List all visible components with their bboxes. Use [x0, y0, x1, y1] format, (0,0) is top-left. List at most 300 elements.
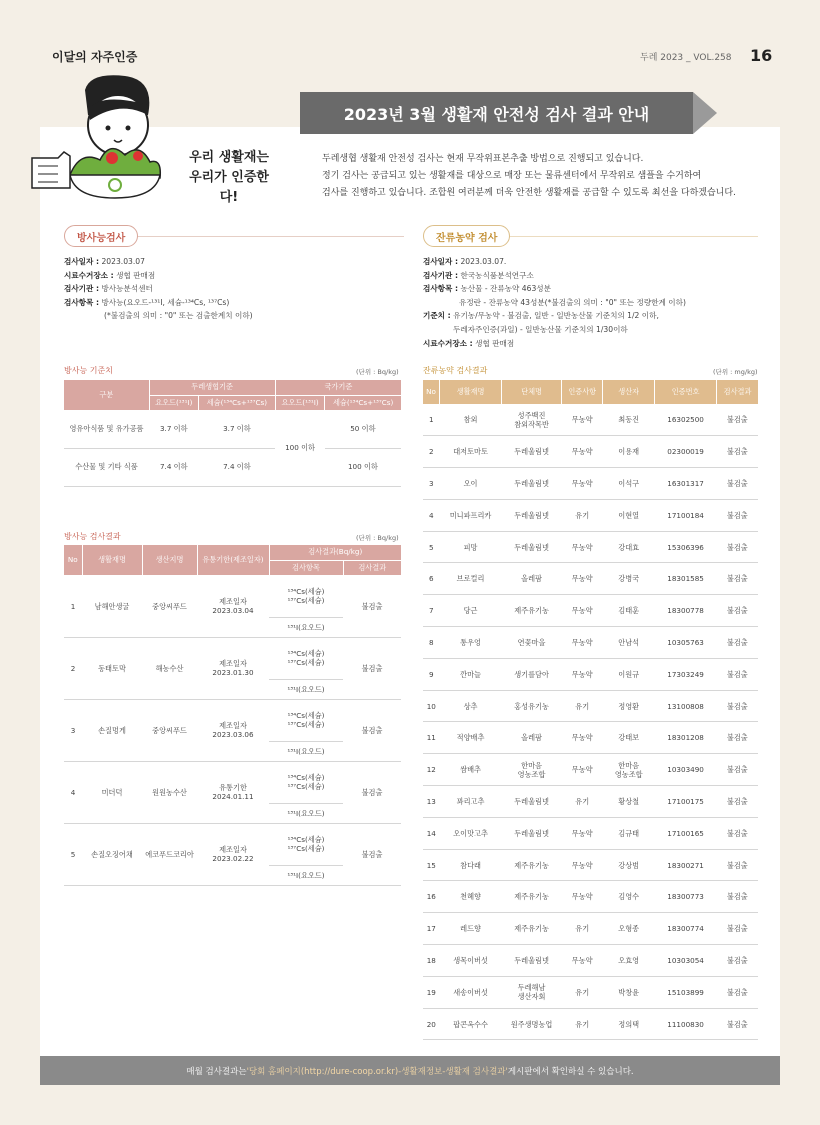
- cell-certno: 18300773: [655, 881, 717, 913]
- cell-res: 불검출: [717, 945, 758, 977]
- table-row: [423, 976, 758, 1008]
- cell-name: 오이: [440, 468, 502, 500]
- cell: 동태토막: [82, 637, 142, 699]
- cell: 남해안생굴: [82, 575, 142, 637]
- info-value: 2023.03.07.: [460, 257, 507, 266]
- cell-res: 불검출: [717, 499, 758, 531]
- cell-group: 두레울림넷: [502, 499, 562, 531]
- cell-farmer: 강대효: [603, 531, 655, 563]
- slogan: [188, 148, 270, 208]
- cell-certno: 10303490: [655, 754, 717, 786]
- intro-line-1: 두레생협 생활재 안전성 검사는 현재 무작위표본추출 방법으로 진행되고 있습니다.: [322, 154, 644, 164]
- cell-certno: 18300774: [655, 913, 717, 945]
- cell-group: 연꽃마을: [502, 627, 562, 659]
- slogan-line-1: 우리 생활재는: [189, 150, 269, 165]
- date-cell: [197, 575, 269, 637]
- cell-certno: 16302500: [655, 404, 717, 436]
- info-label: 검사기관 :: [64, 284, 100, 294]
- cell-no: 19: [423, 976, 440, 1008]
- cell: 7.4 이하: [199, 448, 276, 486]
- result-cell: 불검출: [343, 575, 401, 637]
- col-header: 두레생협기준: [149, 380, 275, 395]
- cell-res: 불검출: [717, 658, 758, 690]
- cell: 3.7 이하: [199, 410, 276, 448]
- cell-certno: 10305763: [655, 627, 717, 659]
- info-label: 기준치 :: [423, 311, 451, 321]
- cell-group: 두레울림넷: [502, 436, 562, 468]
- date-type: 제조일자: [219, 597, 247, 606]
- cell-res: 불검출: [717, 722, 758, 754]
- table-row: [423, 786, 758, 818]
- cell-certno: 18301585: [655, 563, 717, 595]
- cell: 영유아식품 및 유가공품: [64, 410, 149, 448]
- result-cell: 불검출: [343, 637, 401, 699]
- cs134: ¹³⁴Cs(세슘): [287, 835, 325, 844]
- col-header: 검사결과: [343, 560, 401, 575]
- cell-cert: 무농약: [562, 436, 603, 468]
- footer-link[interactable]: '당회 홈페이지(http://dure-coop.or.kr)-생활재정보-생활재 검사결과': [246, 1066, 508, 1077]
- cell-res: 불검출: [717, 436, 758, 468]
- cs137: ¹³⁷Cs(세슘): [287, 844, 325, 853]
- cell-farmer: 이석구: [603, 468, 655, 500]
- cell-farmer: 김영수: [603, 881, 655, 913]
- cesium-cell: [269, 575, 343, 617]
- issue-label: 두레 2023 _ VOL.258: [640, 53, 732, 63]
- cell-name: 미니파프리카: [440, 499, 502, 531]
- cell: 7.4 이하: [149, 448, 199, 486]
- col-header: 구분: [64, 380, 149, 410]
- info-value: 농산물 - 잔류농약 463성분: [460, 284, 551, 294]
- cell-cert: 유기: [562, 1008, 603, 1040]
- cell-name: 참다래: [440, 849, 502, 881]
- cell-certno: 17100184: [655, 499, 717, 531]
- cesium-cell: [269, 637, 343, 679]
- cell: 중앙씨푸드: [142, 699, 197, 761]
- cell: 2: [64, 637, 82, 699]
- table-row: [423, 627, 758, 659]
- col-header: 검사항목: [269, 560, 343, 575]
- cell-res: 불검출: [717, 595, 758, 627]
- cesium-cell: [269, 761, 343, 803]
- page-title: 2023년 3월 생활재 안전성 검사 결과 안내: [300, 92, 693, 134]
- info-value: 방사능분석센터: [101, 284, 153, 294]
- cell-name: 꽈리고추: [440, 786, 502, 818]
- cell: 에코푸드코리아: [142, 823, 197, 885]
- col-header: 국가기준: [275, 380, 401, 395]
- cell-farmer: 김태훈: [603, 595, 655, 627]
- date-type: 제조일자: [219, 659, 247, 668]
- std-table-caption: 방사능 기준치: [64, 366, 113, 375]
- cell-no: 17: [423, 913, 440, 945]
- col-header: 생활재명: [82, 545, 142, 575]
- cs134: ¹³⁴Cs(세슘): [287, 587, 325, 596]
- cell-no: 5: [423, 531, 440, 563]
- cell-no: 12: [423, 754, 440, 786]
- cell-farmer: 최동진: [603, 404, 655, 436]
- cell-farmer: 오효영: [603, 945, 655, 977]
- cell-farmer: 오형종: [603, 913, 655, 945]
- cell-group: 올레팜: [502, 563, 562, 595]
- cell-certno: 16301317: [655, 468, 717, 500]
- date-cell: [197, 699, 269, 761]
- table-row: [423, 499, 758, 531]
- table-row: [423, 913, 758, 945]
- cell-cert: 무농약: [562, 817, 603, 849]
- date-value: 2023.03.04: [212, 606, 254, 615]
- cs137: ¹³⁷Cs(세슘): [287, 782, 325, 791]
- cell-name: 적양배추: [440, 722, 502, 754]
- table-row: [423, 945, 758, 977]
- slogan-line-2: 우리가 인증한다!: [189, 170, 269, 205]
- cell-name: 새송이버섯: [440, 976, 502, 1008]
- col-header: 세슘(¹³⁴Cs+¹³⁷Cs): [199, 395, 276, 410]
- cell-certno: 18300271: [655, 849, 717, 881]
- cell-farmer: 김규태: [603, 817, 655, 849]
- cell-res: 불검출: [717, 404, 758, 436]
- cell-group: 두레울림넷: [502, 531, 562, 563]
- cell-res: 불검출: [717, 754, 758, 786]
- section-title: 이달의 자주인증: [52, 50, 138, 64]
- table-row: [423, 722, 758, 754]
- cell-farmer: 정영환: [603, 690, 655, 722]
- cell-certno: 15103899: [655, 976, 717, 1008]
- info-label: 검사항목 :: [64, 297, 100, 307]
- cell: 1: [64, 575, 82, 637]
- footer-text: 매월 검사결과는: [186, 1066, 247, 1077]
- cell-no: 16: [423, 881, 440, 913]
- cell: 4: [64, 761, 82, 823]
- cell-res: 불검출: [717, 817, 758, 849]
- pesticide-info: [423, 255, 686, 350]
- cell-no: 2: [423, 436, 440, 468]
- pest-results-unit: (단위 : mg/kg): [713, 368, 758, 376]
- cell-farmer: 이현열: [603, 499, 655, 531]
- cell-res: 불검출: [717, 913, 758, 945]
- date-value: 2024.01.11: [212, 792, 254, 801]
- table-row: [423, 881, 758, 913]
- cs137: ¹³⁷Cs(세슘): [287, 596, 325, 605]
- intro-line-2: 정기 검사는 공급되고 있는 생활재를 대상으로 매장 또는 물류센터에서 무작위로 샘플을 수거하여: [322, 171, 702, 181]
- cell-cert: 무농약: [562, 722, 603, 754]
- col-header: 요오드(¹³¹I): [275, 395, 325, 410]
- footer-text: 게시판에서 확인하실 수 있습니다.: [507, 1066, 634, 1077]
- cell-group: 생기를담아: [502, 658, 562, 690]
- col-header: 검사결과: [717, 380, 758, 404]
- cell: 손질오징어채: [82, 823, 142, 885]
- cell-cert: 유기: [562, 786, 603, 818]
- col-header: 생활재명: [440, 380, 502, 404]
- cell-farmer: 박창윤: [603, 976, 655, 1008]
- cell-no: 3: [423, 468, 440, 500]
- cell-name: 쌈배추: [440, 754, 502, 786]
- pesticide-title: 잔류농약 검사: [423, 225, 510, 247]
- result-cell: 불검출: [343, 699, 401, 761]
- cell-name: 대저토마토: [440, 436, 502, 468]
- cell-group: 한마음 영농조합: [502, 754, 562, 786]
- cell-certno: 17100175: [655, 786, 717, 818]
- cell-cert: 유기: [562, 499, 603, 531]
- cell-group: 성주백진 참외작목반: [502, 404, 562, 436]
- info-value: 두레자주인증(과일) - 일반농산물 기준치의 1/30이하: [453, 324, 628, 334]
- cell-no: 4: [423, 499, 440, 531]
- cell: 3: [64, 699, 82, 761]
- col-header: 유통기한(제조일자): [197, 545, 269, 575]
- cell-no: 20: [423, 1008, 440, 1040]
- table-row: [64, 699, 401, 741]
- table-row: [423, 658, 758, 690]
- i131: ¹³¹I(요오드): [269, 803, 343, 823]
- radiation-standard-table: [64, 380, 401, 487]
- info-value: 생협 판매점: [116, 270, 156, 280]
- cell-farmer: 강태보: [603, 722, 655, 754]
- cs134: ¹³⁴Cs(세슘): [287, 649, 325, 658]
- info-label: 검사일자 :: [423, 257, 459, 266]
- cs134: ¹³⁴Cs(세슘): [287, 773, 325, 782]
- info-label: 시료수거장소 :: [64, 270, 114, 280]
- cell-name: 통우엉: [440, 627, 502, 659]
- cell-res: 불검출: [717, 563, 758, 595]
- cell-no: 15: [423, 849, 440, 881]
- info-note: (*불검출의 의미 : "0" 또는 검출한계치 이하): [104, 311, 253, 321]
- cell-group: 원주생명농업: [502, 1008, 562, 1040]
- table-row: [423, 690, 758, 722]
- result-cell: 불검출: [343, 761, 401, 823]
- col-header: 생산자: [603, 380, 655, 404]
- date-cell: [197, 761, 269, 823]
- cell-group: 제주유기농: [502, 881, 562, 913]
- cell-name: 오이맛고추: [440, 817, 502, 849]
- cell-certno: 02300019: [655, 436, 717, 468]
- radiation-results-table: [64, 545, 401, 886]
- info-value: 생협 판매점: [475, 338, 515, 348]
- cell: 3.7 이하: [149, 410, 199, 448]
- cell-cert: 무농약: [562, 468, 603, 500]
- col-header: No: [64, 545, 82, 575]
- cell-certno: 18301208: [655, 722, 717, 754]
- date-value: 2023.01.30: [212, 668, 254, 677]
- info-value: 유기농/무농약 - 불검출, 일반 - 일반농산물 기준치의 1/2 이하,: [453, 311, 659, 321]
- info-label: 검사일자 :: [64, 257, 100, 266]
- date-type: 유통기한: [219, 783, 247, 792]
- cell-no: 9: [423, 658, 440, 690]
- cell-no: 6: [423, 563, 440, 595]
- cs137: ¹³⁷Cs(세슘): [287, 658, 325, 667]
- cell-name: 피망: [440, 531, 502, 563]
- info-label: 검사기관 :: [423, 270, 459, 280]
- cell: 미더덕: [82, 761, 142, 823]
- table-row: [423, 563, 758, 595]
- cell-no: 1: [423, 404, 440, 436]
- intro-text: [322, 151, 762, 202]
- col-header: 요오드(¹³¹I): [149, 395, 199, 410]
- cell-name: 생목이버섯: [440, 945, 502, 977]
- mascot-illustration: [30, 70, 180, 200]
- info-label: 검사항목 :: [423, 284, 459, 294]
- table-row: [423, 404, 758, 436]
- table-row: [64, 410, 401, 448]
- footer-notice: [40, 1056, 780, 1085]
- cell-group: 두레울림넷: [502, 817, 562, 849]
- cell-res: 불검출: [717, 531, 758, 563]
- info-value: 한국농식품분석연구소: [460, 270, 534, 280]
- pesticide-results-table: [423, 380, 758, 1040]
- radiation-info: [64, 255, 253, 323]
- cell-certno: 11100830: [655, 1008, 717, 1040]
- cell-group: 제주유기농: [502, 849, 562, 881]
- cell-name: 깐마늘: [440, 658, 502, 690]
- cell-no: 14: [423, 817, 440, 849]
- cell-certno: 15306396: [655, 531, 717, 563]
- date-type: 제조일자: [219, 845, 247, 854]
- date-cell: [197, 637, 269, 699]
- date-value: 2023.02.22: [212, 854, 254, 863]
- table-row: [64, 575, 401, 617]
- cell-group: 올레팜: [502, 722, 562, 754]
- cell-no: 7: [423, 595, 440, 627]
- cell-no: 10: [423, 690, 440, 722]
- cell-group: 두레울림넷: [502, 786, 562, 818]
- cell-certno: 17303249: [655, 658, 717, 690]
- info-value: 2023.03.07: [101, 257, 145, 266]
- info-label: 시료수거장소 :: [423, 338, 473, 348]
- cell-res: 불검출: [717, 690, 758, 722]
- col-header: 단체명: [502, 380, 562, 404]
- cell-no: 11: [423, 722, 440, 754]
- cell-group: 두레울림넷: [502, 945, 562, 977]
- col-header: No: [423, 380, 440, 404]
- date-cell: [197, 823, 269, 885]
- info-value: 방사능(요오드-¹³¹I, 세슘-¹³⁴Cs, ¹³⁷Cs): [101, 297, 230, 307]
- cell-cert: 무농약: [562, 531, 603, 563]
- cell: 수산물 및 기타 식품: [64, 448, 149, 486]
- cell-certno: 17100165: [655, 817, 717, 849]
- col-header: 인증번호: [655, 380, 717, 404]
- page-number: 16: [750, 46, 773, 65]
- cell-cert: 유기: [562, 690, 603, 722]
- cell-res: 불검출: [717, 786, 758, 818]
- std-table-unit: (단위 : Bq/kg): [356, 368, 399, 376]
- cell-res: 불검출: [717, 881, 758, 913]
- table-row: [64, 448, 401, 486]
- cell-cert: 무농약: [562, 404, 603, 436]
- cell-farmer: 강상범: [603, 849, 655, 881]
- cell: 원원농수산: [142, 761, 197, 823]
- col-header: 검사결과(Bq/kg): [269, 545, 401, 560]
- table-row: [423, 531, 758, 563]
- info-value: 유정란 - 잔류농약 43성분(*불검출의 의미 : "0" 또는 정량한계 이하): [459, 297, 686, 307]
- cell-no: 13: [423, 786, 440, 818]
- cell-name: 참외: [440, 404, 502, 436]
- cell-res: 불검출: [717, 468, 758, 500]
- i131: ¹³¹I(요오드): [269, 617, 343, 637]
- cell-farmer: 한마음 영농조합: [603, 754, 655, 786]
- i131: ¹³¹I(요오드): [269, 865, 343, 885]
- cell-no: 18: [423, 945, 440, 977]
- cell-group: 홍성유기농: [502, 690, 562, 722]
- rad-results-unit: (단위 : Bq/kg): [356, 534, 399, 542]
- cell-res: 불검출: [717, 849, 758, 881]
- cell-cert: 무농약: [562, 881, 603, 913]
- cell-group: 두레해남 생산자회: [502, 976, 562, 1008]
- cell-name: 상추: [440, 690, 502, 722]
- cell-farmer: 이원규: [603, 658, 655, 690]
- cell-res: 불검출: [717, 976, 758, 1008]
- table-row: [423, 436, 758, 468]
- col-header: 세슘(¹³⁴Cs+¹³⁷Cs): [325, 395, 401, 410]
- cell: 50 이하: [325, 410, 401, 448]
- cs137: ¹³⁷Cs(세슘): [287, 720, 325, 729]
- cell-name: 팝콘옥수수: [440, 1008, 502, 1040]
- i131: ¹³¹I(요오드): [269, 679, 343, 699]
- cell-farmer: 안남석: [603, 627, 655, 659]
- cell-certno: 10303054: [655, 945, 717, 977]
- cell: 100 이하: [325, 448, 401, 486]
- radiation-title: 방사능검사: [64, 225, 138, 247]
- table-row: [423, 849, 758, 881]
- table-row: [423, 1008, 758, 1040]
- col-header: 인증사항: [562, 380, 603, 404]
- cell-cert: 무농약: [562, 563, 603, 595]
- cell-name: 레드향: [440, 913, 502, 945]
- cell-group: 두레울림넷: [502, 468, 562, 500]
- cell-group: 제주유기농: [502, 913, 562, 945]
- cell-res: 불검출: [717, 627, 758, 659]
- cell: 5: [64, 823, 82, 885]
- cell-group: 제주유기농: [502, 595, 562, 627]
- cell-certno: 18300778: [655, 595, 717, 627]
- i131: ¹³¹I(요오드): [269, 741, 343, 761]
- cell: 100 이하: [275, 410, 325, 486]
- table-row: [423, 468, 758, 500]
- cell-cert: 무농약: [562, 595, 603, 627]
- result-cell: 불검출: [343, 823, 401, 885]
- table-row: [64, 761, 401, 803]
- cell-farmer: 정의택: [603, 1008, 655, 1040]
- cell-cert: 무농약: [562, 658, 603, 690]
- cell-cert: 무농약: [562, 627, 603, 659]
- cell-name: 브로컬리: [440, 563, 502, 595]
- cell-farmer: 이용재: [603, 436, 655, 468]
- cell-cert: 무농약: [562, 754, 603, 786]
- cesium-cell: [269, 699, 343, 741]
- table-row: [423, 754, 758, 786]
- cesium-cell: [269, 823, 343, 865]
- cell-certno: 13100808: [655, 690, 717, 722]
- cell-res: 불검출: [717, 1008, 758, 1040]
- cell: 손질멍게: [82, 699, 142, 761]
- cell: 해농수산: [142, 637, 197, 699]
- date-type: 제조일자: [219, 721, 247, 730]
- col-header: 생산지명: [142, 545, 197, 575]
- rad-results-caption: 방사능 검사결과: [64, 532, 121, 541]
- intro-line-3: 검사를 진행하고 있습니다. 조합원 여러분께 더욱 안전한 생활재를 공급할 수 있도록 최선을 다하겠습니다.: [322, 188, 736, 198]
- table-row: [64, 823, 401, 865]
- cell-name: 당근: [440, 595, 502, 627]
- cell-cert: 유기: [562, 976, 603, 1008]
- cell-no: 8: [423, 627, 440, 659]
- cell-cert: 무농약: [562, 945, 603, 977]
- table-row: [423, 595, 758, 627]
- cs134: ¹³⁴Cs(세슘): [287, 711, 325, 720]
- date-value: 2023.03.06: [212, 730, 254, 739]
- cell-cert: 무농약: [562, 849, 603, 881]
- pest-results-caption: 잔류농약 검사결과: [423, 366, 488, 375]
- cell-farmer: 강병국: [603, 563, 655, 595]
- table-row: [423, 817, 758, 849]
- table-row: [64, 637, 401, 679]
- cell-cert: 유기: [562, 913, 603, 945]
- banner-fold: [693, 92, 717, 134]
